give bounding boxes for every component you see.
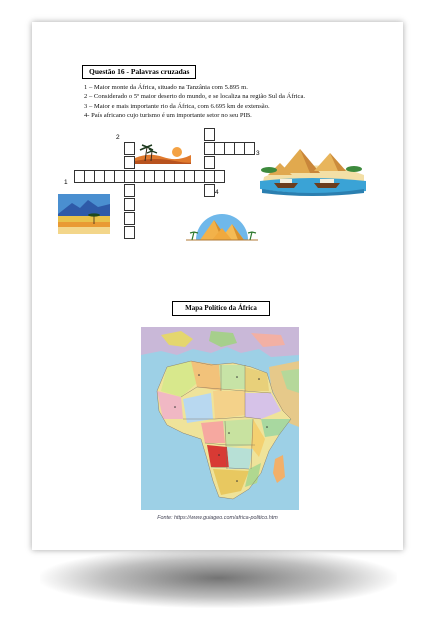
cell-2-2[interactable]: [124, 156, 135, 169]
cell-2-1[interactable]: [124, 142, 135, 155]
cell-4-1[interactable]: [204, 156, 215, 169]
africa-map-image: [141, 327, 299, 510]
cell-2-5[interactable]: [124, 212, 135, 225]
cell-3-6[interactable]: [204, 128, 215, 141]
clue-1: 1 – Maior monte da África, situado na Tanzânia com 5.895 m.: [84, 84, 248, 91]
nile-boats-pyramids-illustration: [254, 137, 370, 197]
map-title: Mapa Político da África: [172, 301, 270, 316]
word-number-4: 4: [215, 189, 219, 196]
cell-2-4[interactable]: [124, 198, 135, 211]
cell-2-6[interactable]: [124, 226, 135, 239]
desert-palms-illustration: [135, 142, 191, 164]
clue-4: 4- País africano cujo turismo é um importante setor no seu PIB.: [84, 111, 252, 119]
africa-political-map: [141, 327, 299, 510]
word-number-3: 3: [256, 150, 260, 157]
worksheet-page: [32, 22, 403, 550]
cell-1-15[interactable]: [214, 170, 225, 183]
cell-4-2[interactable]: [204, 184, 215, 197]
pyramids-illustration: [182, 200, 262, 246]
cell-2-3[interactable]: [124, 184, 135, 197]
word-number-2: 2: [116, 134, 120, 141]
clue-3: 3 – Maior e mais importante rio da África, com 6.695 km de extensão.: [84, 102, 270, 110]
word-number-1: 1: [64, 179, 68, 186]
clue-2: 2 – Considerado o 5º maior deserto do mundo, e se localiza na região Sul da África.: [84, 93, 306, 101]
mountain-savanna-illustration: [58, 194, 110, 234]
question-title: Questão 16 - Palavras cruzadas: [82, 65, 196, 79]
map-source-caption: Fonte: https://www.guiageo.com/africa-politico.htm: [157, 515, 278, 521]
page-shadow: [40, 548, 397, 608]
